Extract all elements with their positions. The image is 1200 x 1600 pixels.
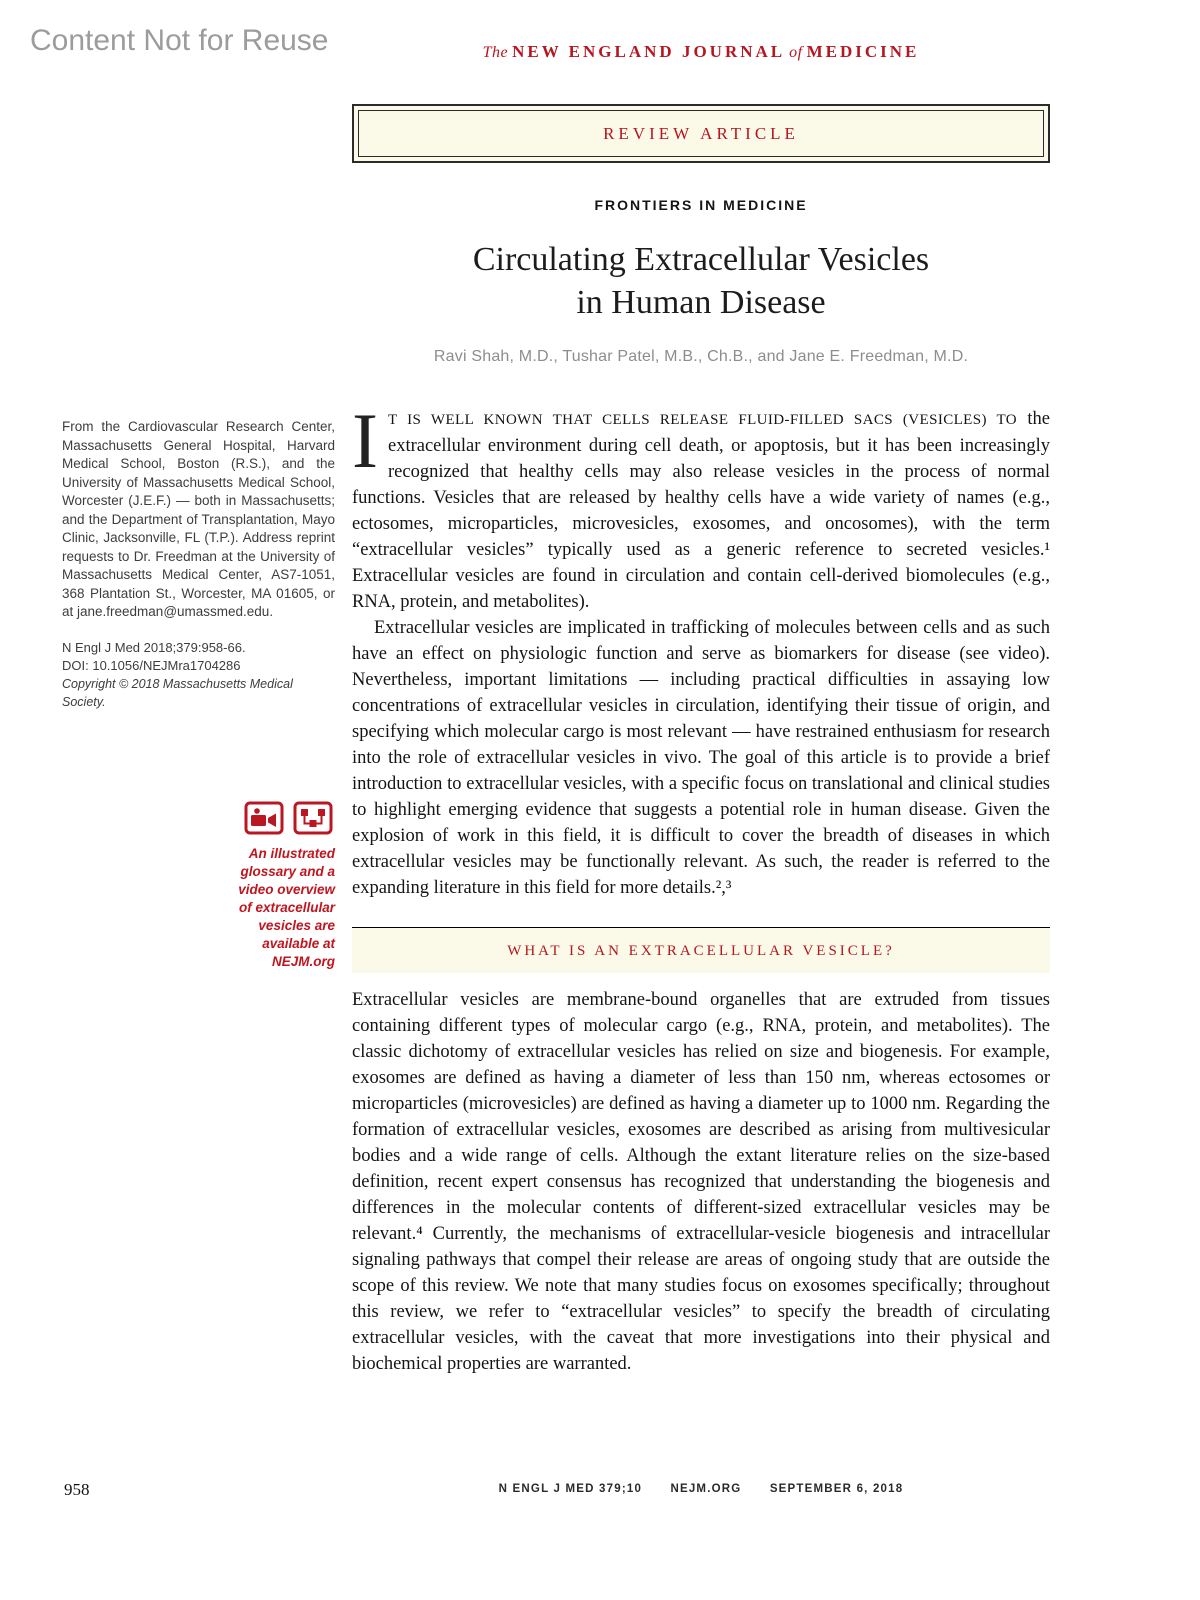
page-number: 958 <box>64 1480 90 1499</box>
review-article-banner <box>352 104 1050 163</box>
affiliation-note: From the Cardiovascular Research Center, Massachusetts General Hospital, Harvard Medical School, Boston (R.S.), and the University of Massachusetts Medical School, Worcester (J.E.F.) — both in Massachusetts; and the Department of Transplantation, Mayo Clinic, Jacksonville, FL (T.P.). Address reprint requests to Dr. Freedman at the University of Massachusetts Medical Center, AS7-1051, 368 Plantation St., Worcester, MA 01605, or at jane.freedman@umassmed.edu. <box>62 419 335 619</box>
footer-site: NEJM.ORG <box>670 1483 742 1495</box>
drop-cap: I <box>352 397 378 484</box>
series-label: FRONTIERS IN MEDICINE <box>594 197 808 213</box>
media-icons <box>62 801 335 835</box>
masthead-of: of <box>789 44 803 61</box>
footer-citation <box>352 1483 1050 1495</box>
footer-journal: N ENGL J MED 379;10 <box>498 1483 643 1495</box>
citation: N Engl J Med 2018;379:958-66. <box>62 639 246 655</box>
review-article-banner-inner <box>358 110 1044 157</box>
page-footer <box>0 1480 1200 1510</box>
section-heading-band <box>352 927 1050 973</box>
paragraph-3: Extracellular vesicles are membrane-bound organelles that are extruded from tissues containing different types of molecular cargo (e.g., RNA, protein, and metabolites). The classic dichotomy of extracellular vesicles has relied on size and biogenesis. For example, exosomes are defined as having a diameter of less than 150 nm, whereas ectosomes or microparticles (microvesicles) are defined as having a diameter up to 1000 nm. Regarding the formation of extracellular vesicles, exosomes are described as arising from multivesicular bodies and a wide range of cells. Although the extant literature relies on the size-based definition, recent expert consensus has recognized that understanding the biogenesis and differences in the molecular contents of different-sized extracellular vesicles may be relevant.⁴ Currently, the mechanisms of extracellular-vesicle biogenesis and intracellular signaling pathways that compel their release are areas of ongoing study that are outside the scope of this review. We note that many studies focus on exosomes specifically; throughout this review, we refer to “extracellular vesicles” to specify the breadth of circulating extracellular vesicles, with the caveat that more investigations into their physical and biochemical properties are warranted. <box>352 990 1050 1374</box>
sidebar <box>62 418 335 971</box>
paragraph-intro <box>352 397 1050 615</box>
article-title <box>352 239 1050 324</box>
authors-byline: Ravi Shah, M.D., Tushar Patel, M.B., Ch.B., and Jane E. Freedman, M.D. <box>433 348 969 365</box>
watermark: Content Not for Reuse <box>30 24 329 57</box>
paragraph-intro-text: the extracellular environment during cell death, or apoptosis, but it has been increasingly recognized that healthy cells may also release vesicles in the process of normal functions. Vesicles that are released by healthy cells have a wide variety of names (e.g., ectosomes, microparticles, microvesicles, exosomes, and oncosomes), with the term “extracellular vesicles” typically used as a generic reference to secreted vesicles.¹ Extracellular vesicles are found in circulation and contain cell-derived biomolecules (e.g., RNA, protein, and metabolites). <box>352 409 1050 612</box>
review-article-label: REVIEW ARTICLE <box>603 124 799 143</box>
article-title-line2: in Human Disease <box>576 283 826 321</box>
lead-small-caps: T IS WELL KNOWN THAT CELLS RELEASE FLUID-FILLED SACS (VESICLES) TO <box>387 412 1018 428</box>
copyright: Copyright © 2018 Massachusetts Medical Society. <box>62 676 293 709</box>
video-icon[interactable] <box>244 801 284 835</box>
glossary-icon[interactable] <box>293 801 333 835</box>
footer-date: SEPTEMBER 6, 2018 <box>769 1483 904 1495</box>
masthead-the: The <box>482 44 509 61</box>
masthead-name1: NEW ENGLAND JOURNAL <box>512 42 786 61</box>
media-availability-note: An illustrated glossary and a video overview of extracellular vesicles are available at NEJM.org <box>238 845 335 969</box>
main-column <box>352 42 1050 1377</box>
paragraph-2: Extracellular vesicles are implicated in trafficking of molecules between cells and as such have an effect on physiologic function and serve as biomarkers for disease (see video). Nevertheless, important limitations — including practical difficulties in assaying low concentrations of extracellular vesicles in circulation, identifying their tissue of origin, and specifying which molecular cargo is most relevant — have restrained enthusiasm for research into the role of extracellular vesicles in vivo. The goal of this article is to provide a brief introduction to extracellular vesicles, with a specific focus on translational and clinical studies to highlight emerging evidence that suggests a potential role in human disease. Given the explosion of work in this field, it is difficult to cover the breadth of diseases in which extracellular vesicles may be functionally relevant. As such, the reader is referred to the expanding literature in this field for more details.²,³ <box>352 618 1050 898</box>
section-heading: WHAT IS AN EXTRACELLULAR VESICLE? <box>507 943 895 959</box>
article-body <box>352 397 1050 1377</box>
masthead-name2: MEDICINE <box>806 42 920 61</box>
journal-masthead <box>352 42 1050 62</box>
doi: DOI: 10.1056/NEJMra1704286 <box>62 657 241 673</box>
article-title-line1: Circulating Extracellular Vesicles <box>472 241 930 278</box>
